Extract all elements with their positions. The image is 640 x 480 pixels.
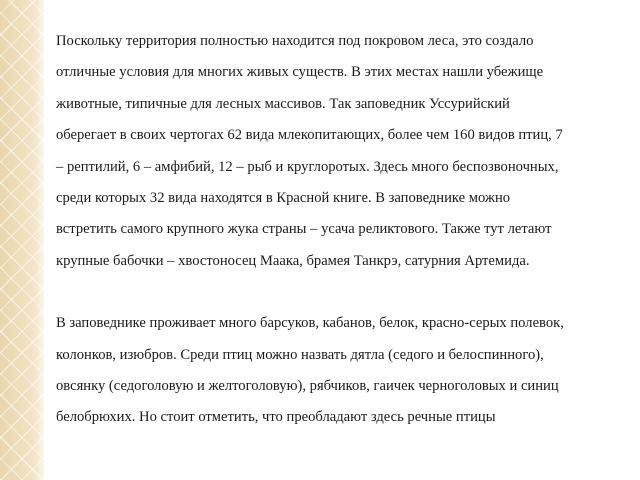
- text-line: встретить самого крупного жука страны – усача реликтового. Также тут летают: [56, 221, 552, 238]
- paragraph-animals-birds: [56, 308, 634, 434]
- text-line: – рептилий, 6 – амфибий, 12 – рыб и круглоротых. Здесь много беспозвоночных,: [56, 158, 559, 175]
- text-line: крупные бабочки – хвостоносец Маака, брамея Танкрэ, сатурния Артемида.: [56, 252, 530, 269]
- text-line: В заповеднике проживает много барсуков, кабанов, белок, красно-серых полевок,: [56, 315, 564, 332]
- text-line: Поскольку территория полностью находится под покровом леса, это создало: [56, 33, 534, 49]
- paragraph-forest-fauna: [56, 26, 634, 277]
- text-line: оберегает в своих чертогах 62 вида млекопитающих, более чем 160 видов птиц, 7: [56, 127, 563, 144]
- text-line: среди которых 32 вида находятся в Красной книге. В заповеднике можно: [56, 190, 511, 207]
- text-line: белобрюхих. Но стоит отметить, что преобладают здесь речные птицы: [56, 409, 496, 426]
- slide-body-text: [56, 26, 634, 434]
- text-line: овсянку (седоголовую и желтоголовую), рябчиков, гаичек черноголовых и синиц: [56, 378, 559, 395]
- text-line: колонков, изюбров. Среди птиц можно назвать дятла (седого и белоспинного),: [56, 346, 544, 363]
- text-line: отличные условия для многих живых существ. В этих местах нашли убежище: [56, 64, 544, 81]
- paragraph-spacer: [56, 277, 634, 308]
- decorative-strip-fade: [36, 0, 52, 480]
- text-line: животные, типичные для лесных массивов. Так заповедник Уссурийский: [56, 95, 510, 112]
